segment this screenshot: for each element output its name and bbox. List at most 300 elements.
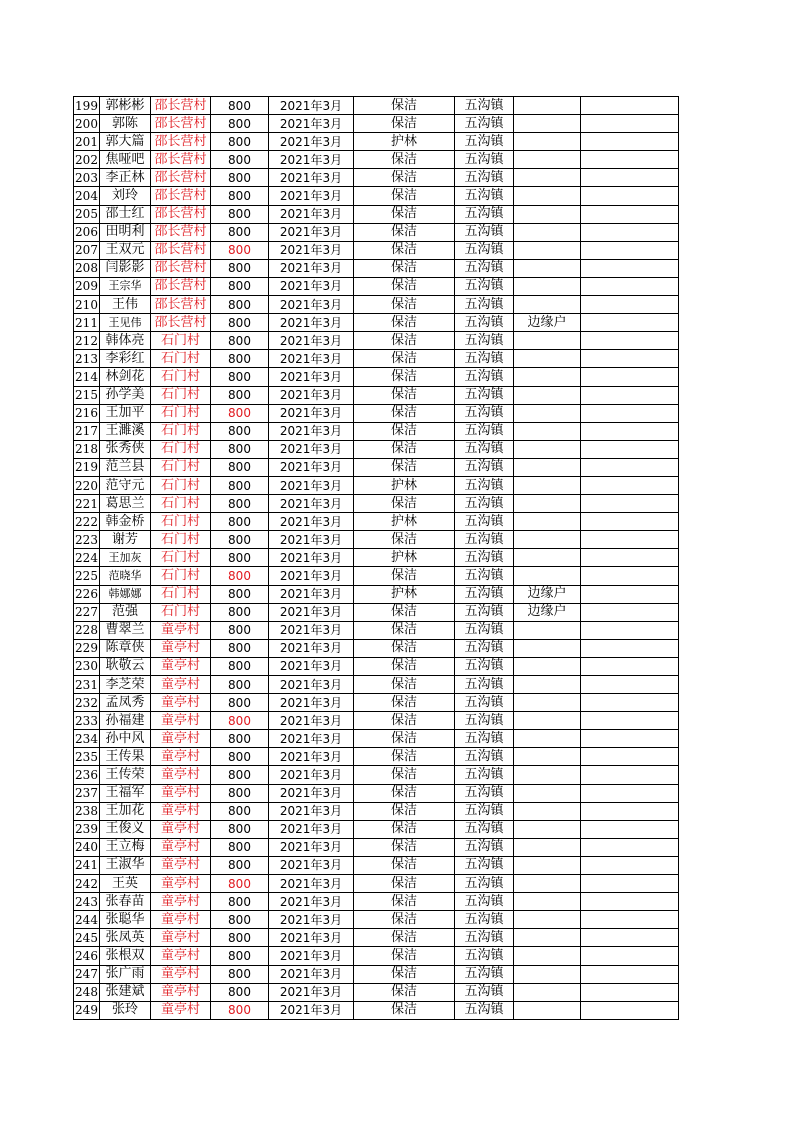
note-cell [514, 712, 581, 730]
name-cell: 张玲 [100, 1001, 151, 1019]
job-cell: 护林 [354, 549, 455, 567]
village-cell: 童亭村 [151, 676, 211, 694]
job-cell: 保洁 [354, 730, 455, 748]
empty-cell [581, 476, 679, 494]
amount-cell: 800 [211, 115, 269, 133]
empty-cell [581, 893, 679, 911]
amount-cell: 800 [211, 639, 269, 657]
table-row [74, 802, 679, 820]
note-cell [514, 495, 581, 513]
town-cell: 五沟镇 [455, 404, 514, 422]
job-cell: 保洁 [354, 965, 455, 983]
note-cell [514, 531, 581, 549]
date-cell: 2021年3月 [269, 350, 354, 368]
empty-cell [581, 838, 679, 856]
row-number-cell: 208 [74, 259, 100, 277]
empty-cell [581, 368, 679, 386]
amount-cell: 800 [211, 567, 269, 585]
note-cell [514, 404, 581, 422]
town-cell: 五沟镇 [455, 784, 514, 802]
table-row [74, 549, 679, 567]
note-cell [514, 368, 581, 386]
village-cell: 石门村 [151, 368, 211, 386]
date-cell: 2021年3月 [269, 875, 354, 893]
name-cell: 张建斌 [100, 983, 151, 1001]
job-cell: 保洁 [354, 947, 455, 965]
row-number-cell: 239 [74, 820, 100, 838]
empty-cell [581, 332, 679, 350]
job-cell: 保洁 [354, 820, 455, 838]
empty-cell [581, 531, 679, 549]
note-cell: 边缘户 [514, 314, 581, 332]
village-cell: 邵长营村 [151, 223, 211, 241]
row-number-cell: 229 [74, 639, 100, 657]
name-cell: 谢芳 [100, 531, 151, 549]
table-row [74, 513, 679, 531]
date-cell: 2021年3月 [269, 223, 354, 241]
name-cell: 孙福建 [100, 712, 151, 730]
row-number-cell: 246 [74, 947, 100, 965]
note-cell [514, 893, 581, 911]
table-row [74, 169, 679, 187]
row-number-cell: 235 [74, 748, 100, 766]
village-cell: 童亭村 [151, 965, 211, 983]
name-cell: 李正林 [100, 169, 151, 187]
row-number-cell: 217 [74, 422, 100, 440]
town-cell: 五沟镇 [455, 820, 514, 838]
name-cell: 曹翠兰 [100, 621, 151, 639]
date-cell: 2021年3月 [269, 694, 354, 712]
name-cell: 王加灰 [100, 549, 151, 567]
village-cell: 童亭村 [151, 694, 211, 712]
amount-cell: 800 [211, 169, 269, 187]
note-cell [514, 676, 581, 694]
date-cell: 2021年3月 [269, 929, 354, 947]
date-cell: 2021年3月 [269, 386, 354, 404]
village-cell: 童亭村 [151, 983, 211, 1001]
row-number-cell: 219 [74, 458, 100, 476]
name-cell: 郭陈 [100, 115, 151, 133]
date-cell: 2021年3月 [269, 259, 354, 277]
town-cell: 五沟镇 [455, 277, 514, 295]
village-cell: 石门村 [151, 350, 211, 368]
name-cell: 孟凤秀 [100, 694, 151, 712]
amount-cell: 800 [211, 531, 269, 549]
empty-cell [581, 495, 679, 513]
table-row [74, 766, 679, 784]
note-cell [514, 784, 581, 802]
empty-cell [581, 422, 679, 440]
table-row [74, 97, 679, 115]
village-cell: 石门村 [151, 458, 211, 476]
village-cell: 石门村 [151, 440, 211, 458]
table-row [74, 820, 679, 838]
village-cell: 童亭村 [151, 1001, 211, 1019]
table-row [74, 440, 679, 458]
row-number-cell: 245 [74, 929, 100, 947]
table-row [74, 241, 679, 259]
village-cell: 童亭村 [151, 929, 211, 947]
job-cell: 保洁 [354, 205, 455, 223]
date-cell: 2021年3月 [269, 495, 354, 513]
name-cell: 葛思兰 [100, 495, 151, 513]
table-row [74, 350, 679, 368]
date-cell: 2021年3月 [269, 893, 354, 911]
amount-cell: 800 [211, 856, 269, 874]
note-cell [514, 277, 581, 295]
job-cell: 保洁 [354, 350, 455, 368]
note-cell [514, 115, 581, 133]
table-row [74, 639, 679, 657]
note-cell [514, 983, 581, 1001]
empty-cell [581, 603, 679, 621]
empty-cell [581, 639, 679, 657]
table-row [74, 133, 679, 151]
date-cell: 2021年3月 [269, 422, 354, 440]
row-number-cell: 209 [74, 277, 100, 295]
amount-cell: 800 [211, 657, 269, 675]
date-cell: 2021年3月 [269, 911, 354, 929]
empty-cell [581, 314, 679, 332]
village-cell: 邵长营村 [151, 241, 211, 259]
job-cell: 保洁 [354, 151, 455, 169]
name-cell: 刘玲 [100, 187, 151, 205]
town-cell: 五沟镇 [455, 965, 514, 983]
date-cell: 2021年3月 [269, 784, 354, 802]
amount-cell: 800 [211, 621, 269, 639]
name-cell: 王淑华 [100, 856, 151, 874]
row-number-cell: 236 [74, 766, 100, 784]
town-cell: 五沟镇 [455, 350, 514, 368]
note-cell [514, 205, 581, 223]
amount-cell: 800 [211, 151, 269, 169]
row-number-cell: 230 [74, 657, 100, 675]
town-cell: 五沟镇 [455, 513, 514, 531]
table-row [74, 585, 679, 603]
village-cell: 邵长营村 [151, 151, 211, 169]
row-number-cell: 243 [74, 893, 100, 911]
table-row [74, 875, 679, 893]
row-number-cell: 200 [74, 115, 100, 133]
amount-cell: 800 [211, 513, 269, 531]
row-number-cell: 241 [74, 856, 100, 874]
empty-cell [581, 386, 679, 404]
row-number-cell: 213 [74, 350, 100, 368]
empty-cell [581, 458, 679, 476]
amount-cell: 800 [211, 350, 269, 368]
job-cell: 保洁 [354, 621, 455, 639]
town-cell: 五沟镇 [455, 476, 514, 494]
table-row [74, 893, 679, 911]
note-cell [514, 748, 581, 766]
amount-cell: 800 [211, 386, 269, 404]
job-cell: 保洁 [354, 277, 455, 295]
row-number-cell: 207 [74, 241, 100, 259]
row-number-cell: 199 [74, 97, 100, 115]
amount-cell: 800 [211, 893, 269, 911]
village-cell: 童亭村 [151, 820, 211, 838]
name-cell: 王伟 [100, 296, 151, 314]
town-cell: 五沟镇 [455, 259, 514, 277]
row-number-cell: 233 [74, 712, 100, 730]
empty-cell [581, 947, 679, 965]
empty-cell [581, 1001, 679, 1019]
table-row [74, 929, 679, 947]
amount-cell: 800 [211, 422, 269, 440]
note-cell [514, 856, 581, 874]
note-cell [514, 350, 581, 368]
note-cell [514, 241, 581, 259]
name-cell: 李彩红 [100, 350, 151, 368]
note-cell [514, 567, 581, 585]
note-cell: 边缘户 [514, 603, 581, 621]
name-cell: 范兰县 [100, 458, 151, 476]
town-cell: 五沟镇 [455, 314, 514, 332]
date-cell: 2021年3月 [269, 947, 354, 965]
empty-cell [581, 223, 679, 241]
amount-cell: 800 [211, 296, 269, 314]
town-cell: 五沟镇 [455, 712, 514, 730]
amount-cell: 800 [211, 277, 269, 295]
name-cell: 王见伟 [100, 314, 151, 332]
village-cell: 童亭村 [151, 875, 211, 893]
date-cell: 2021年3月 [269, 332, 354, 350]
name-cell: 焦哑吧 [100, 151, 151, 169]
amount-cell: 800 [211, 440, 269, 458]
name-cell: 王双元 [100, 241, 151, 259]
empty-cell [581, 115, 679, 133]
note-cell [514, 929, 581, 947]
name-cell: 范晓华 [100, 567, 151, 585]
table-row [74, 259, 679, 277]
date-cell: 2021年3月 [269, 241, 354, 259]
empty-cell [581, 187, 679, 205]
date-cell: 2021年3月 [269, 476, 354, 494]
job-cell: 保洁 [354, 875, 455, 893]
note-cell [514, 730, 581, 748]
table-row [74, 983, 679, 1001]
town-cell: 五沟镇 [455, 802, 514, 820]
row-number-cell: 238 [74, 802, 100, 820]
date-cell: 2021年3月 [269, 277, 354, 295]
date-cell: 2021年3月 [269, 97, 354, 115]
job-cell: 保洁 [354, 838, 455, 856]
job-cell: 保洁 [354, 368, 455, 386]
row-number-cell: 232 [74, 694, 100, 712]
job-cell: 保洁 [354, 187, 455, 205]
name-cell: 韩体亮 [100, 332, 151, 350]
note-cell [514, 476, 581, 494]
row-number-cell: 242 [74, 875, 100, 893]
village-cell: 邵长营村 [151, 133, 211, 151]
table-row [74, 187, 679, 205]
village-cell: 童亭村 [151, 657, 211, 675]
empty-cell [581, 875, 679, 893]
note-cell [514, 187, 581, 205]
row-number-cell: 222 [74, 513, 100, 531]
amount-cell: 800 [211, 983, 269, 1001]
village-cell: 石门村 [151, 585, 211, 603]
name-cell: 田明利 [100, 223, 151, 241]
date-cell: 2021年3月 [269, 458, 354, 476]
note-cell [514, 694, 581, 712]
date-cell: 2021年3月 [269, 657, 354, 675]
town-cell: 五沟镇 [455, 875, 514, 893]
town-cell: 五沟镇 [455, 603, 514, 621]
amount-cell: 800 [211, 97, 269, 115]
date-cell: 2021年3月 [269, 983, 354, 1001]
empty-cell [581, 585, 679, 603]
note-cell [514, 223, 581, 241]
name-cell: 张广雨 [100, 965, 151, 983]
table-row [74, 277, 679, 295]
name-cell: 张春苗 [100, 893, 151, 911]
job-cell: 保洁 [354, 911, 455, 929]
table-row [74, 404, 679, 422]
empty-cell [581, 856, 679, 874]
town-cell: 五沟镇 [455, 115, 514, 133]
note-cell [514, 296, 581, 314]
empty-cell [581, 440, 679, 458]
amount-cell: 800 [211, 241, 269, 259]
table-row [74, 676, 679, 694]
row-number-cell: 221 [74, 495, 100, 513]
town-cell: 五沟镇 [455, 205, 514, 223]
row-number-cell: 218 [74, 440, 100, 458]
village-cell: 童亭村 [151, 748, 211, 766]
date-cell: 2021年3月 [269, 567, 354, 585]
table-row [74, 115, 679, 133]
name-cell: 邵士红 [100, 205, 151, 223]
date-cell: 2021年3月 [269, 766, 354, 784]
name-cell: 张根双 [100, 947, 151, 965]
note-cell [514, 1001, 581, 1019]
empty-cell [581, 730, 679, 748]
job-cell: 保洁 [354, 241, 455, 259]
table-row [74, 458, 679, 476]
date-cell: 2021年3月 [269, 404, 354, 422]
note-cell [514, 169, 581, 187]
empty-cell [581, 277, 679, 295]
job-cell: 保洁 [354, 440, 455, 458]
note-cell [514, 332, 581, 350]
town-cell: 五沟镇 [455, 657, 514, 675]
date-cell: 2021年3月 [269, 676, 354, 694]
town-cell: 五沟镇 [455, 893, 514, 911]
date-cell: 2021年3月 [269, 621, 354, 639]
row-number-cell: 215 [74, 386, 100, 404]
job-cell: 护林 [354, 513, 455, 531]
village-cell: 邵长营村 [151, 205, 211, 223]
job-cell: 保洁 [354, 531, 455, 549]
job-cell: 保洁 [354, 495, 455, 513]
amount-cell: 800 [211, 603, 269, 621]
name-cell: 韩娜娜 [100, 585, 151, 603]
job-cell: 保洁 [354, 893, 455, 911]
table-row [74, 422, 679, 440]
job-cell: 保洁 [354, 856, 455, 874]
job-cell: 保洁 [354, 603, 455, 621]
empty-cell [581, 676, 679, 694]
table-row [74, 712, 679, 730]
job-cell: 保洁 [354, 639, 455, 657]
table-row [74, 621, 679, 639]
date-cell: 2021年3月 [269, 712, 354, 730]
empty-cell [581, 748, 679, 766]
village-cell: 邵长营村 [151, 296, 211, 314]
village-cell: 童亭村 [151, 893, 211, 911]
empty-cell [581, 97, 679, 115]
date-cell: 2021年3月 [269, 368, 354, 386]
empty-cell [581, 296, 679, 314]
amount-cell: 800 [211, 929, 269, 947]
empty-cell [581, 965, 679, 983]
amount-cell: 800 [211, 802, 269, 820]
note-cell [514, 151, 581, 169]
row-number-cell: 234 [74, 730, 100, 748]
table-row [74, 603, 679, 621]
row-number-cell: 210 [74, 296, 100, 314]
job-cell: 保洁 [354, 386, 455, 404]
town-cell: 五沟镇 [455, 296, 514, 314]
village-cell: 石门村 [151, 567, 211, 585]
town-cell: 五沟镇 [455, 1001, 514, 1019]
name-cell: 闫影影 [100, 259, 151, 277]
job-cell: 保洁 [354, 115, 455, 133]
empty-cell [581, 151, 679, 169]
row-number-cell: 206 [74, 223, 100, 241]
name-cell: 郭大篇 [100, 133, 151, 151]
job-cell: 保洁 [354, 458, 455, 476]
town-cell: 五沟镇 [455, 856, 514, 874]
empty-cell [581, 929, 679, 947]
name-cell: 孙中风 [100, 730, 151, 748]
note-cell [514, 458, 581, 476]
town-cell: 五沟镇 [455, 838, 514, 856]
job-cell: 保洁 [354, 422, 455, 440]
amount-cell: 800 [211, 784, 269, 802]
name-cell: 王英 [100, 875, 151, 893]
empty-cell [581, 404, 679, 422]
note-cell [514, 133, 581, 151]
town-cell: 五沟镇 [455, 151, 514, 169]
row-number-cell: 201 [74, 133, 100, 151]
note-cell [514, 657, 581, 675]
empty-cell [581, 712, 679, 730]
town-cell: 五沟镇 [455, 748, 514, 766]
note-cell [514, 802, 581, 820]
table-row [74, 531, 679, 549]
row-number-cell: 226 [74, 585, 100, 603]
empty-cell [581, 911, 679, 929]
town-cell: 五沟镇 [455, 169, 514, 187]
table-row [74, 911, 679, 929]
empty-cell [581, 350, 679, 368]
name-cell: 李芝荣 [100, 676, 151, 694]
date-cell: 2021年3月 [269, 513, 354, 531]
row-number-cell: 204 [74, 187, 100, 205]
row-number-cell: 214 [74, 368, 100, 386]
village-cell: 童亭村 [151, 947, 211, 965]
note-cell [514, 513, 581, 531]
empty-cell [581, 133, 679, 151]
name-cell: 王加平 [100, 404, 151, 422]
job-cell: 保洁 [354, 223, 455, 241]
name-cell: 王濉溪 [100, 422, 151, 440]
name-cell: 孙学美 [100, 386, 151, 404]
amount-cell: 800 [211, 911, 269, 929]
row-number-cell: 248 [74, 983, 100, 1001]
